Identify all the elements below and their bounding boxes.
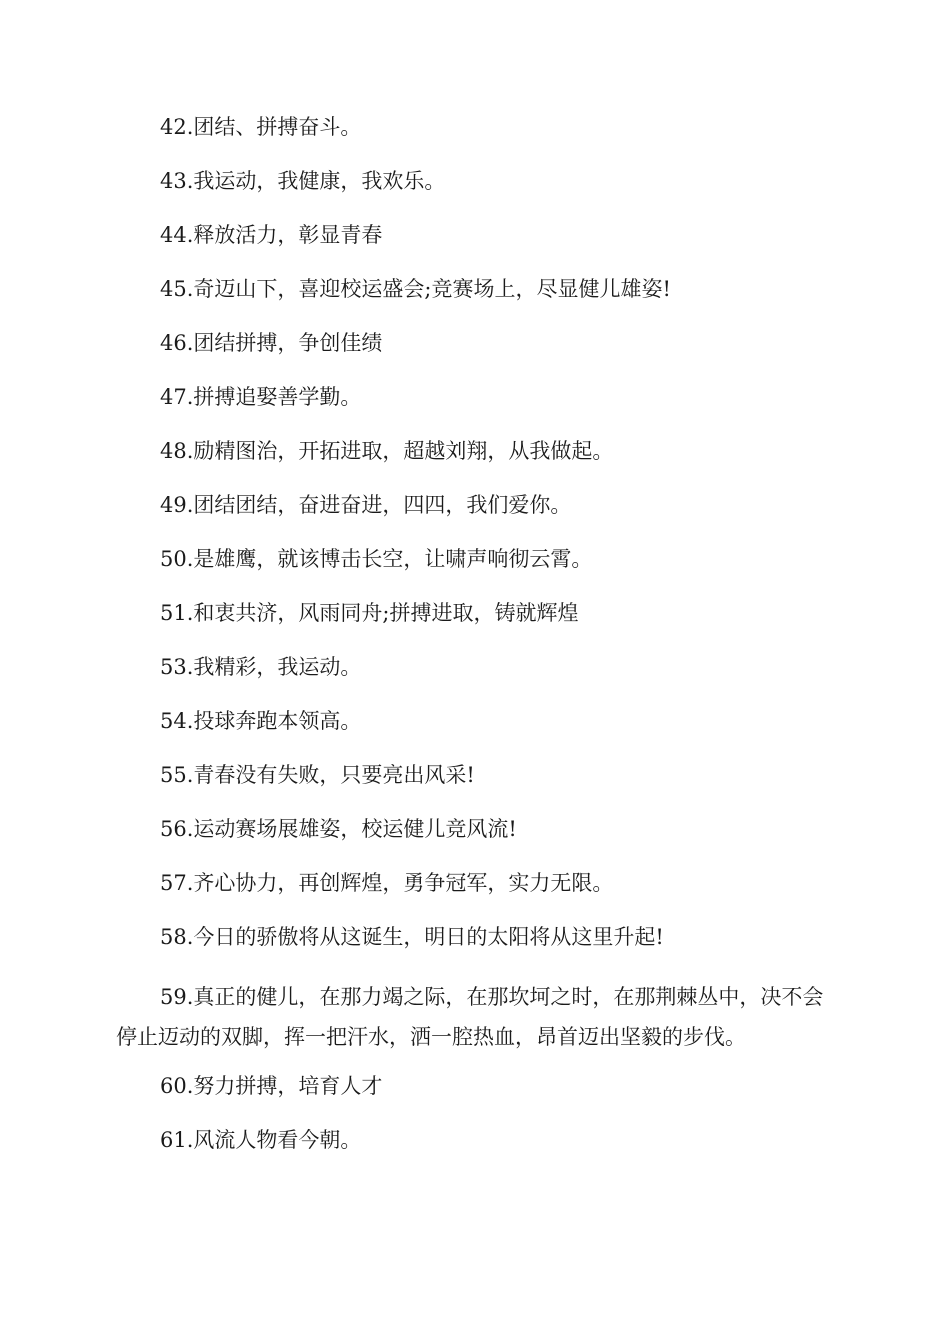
slogan-line-49: 49.团结团结，奋进奋进，四四，我们爱你。 — [160, 493, 572, 517]
document-body — [116, 113, 836, 1180]
slogan-line-43: 43.我运动，我健康，我欢乐。 — [160, 169, 446, 193]
slogan-line-54: 54.投球奔跑本领高。 — [160, 709, 362, 733]
slogan-line-45: 45.奇迈山下，喜迎校运盛会;竞赛场上，尽显健儿雄姿! — [160, 277, 671, 301]
slogan-line-46: 46.团结拼搏，争创佳绩 — [160, 331, 383, 355]
slogan-line-47: 47.拼搏追娶善学勤。 — [160, 385, 362, 409]
slogan-line-48: 48.励精图治，开拓进取，超越刘翔，从我做起。 — [160, 439, 614, 463]
slogan-line-53: 53.我精彩，我运动。 — [160, 655, 362, 679]
slogan-line-50: 50.是雄鹰，就该博击长空，让啸声响彻云霄。 — [160, 547, 593, 571]
slogan-line-42: 42.团结、拼搏奋斗。 — [160, 115, 362, 139]
slogan-line-44: 44.释放活力，彰显青春 — [160, 223, 383, 247]
slogan-line-55: 55.青春没有失败，只要亮出风采! — [160, 763, 475, 787]
slogan-line-56: 56.运动赛场展雄姿，校运健儿竞风流! — [160, 817, 517, 841]
slogan-line-59: 59.真正的健儿，在那力竭之际，在那坎坷之时，在那荆棘丛中，决不会停止迈动的双脚，挥一把汗水，洒一腔热血，昂首迈出坚毅的步伐。 — [116, 985, 824, 1049]
slogan-line-60: 60.努力拼搏，培育人才 — [160, 1074, 383, 1098]
slogan-line-51: 51.和衷共济，风雨同舟;拼搏进取，铸就辉煌 — [160, 601, 579, 625]
slogan-line-58: 58.今日的骄傲将从这诞生，明日的太阳将从这里升起! — [160, 925, 664, 949]
slogan-line-57: 57.齐心协力，再创辉煌，勇争冠军，实力无限。 — [160, 871, 614, 895]
slogan-line-61: 61.风流人物看今朝。 — [160, 1128, 362, 1152]
